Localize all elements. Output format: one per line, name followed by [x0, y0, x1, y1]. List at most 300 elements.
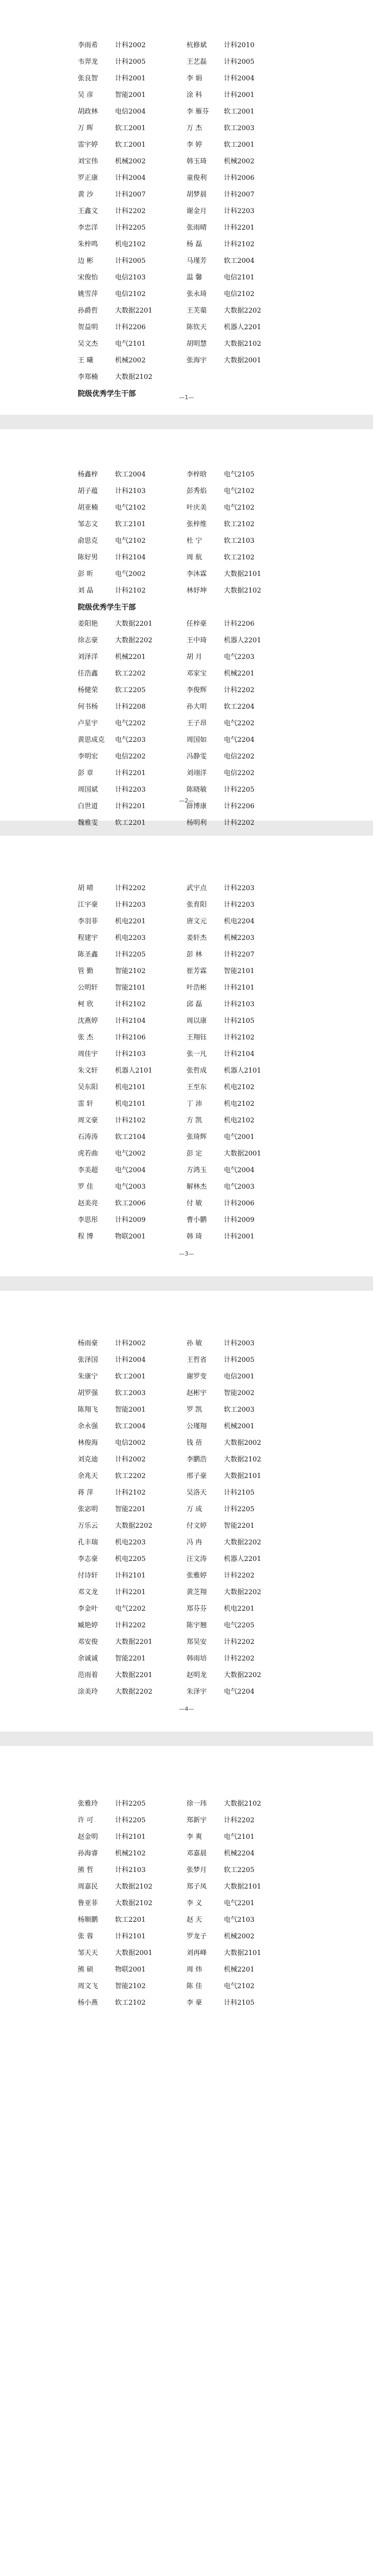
- class-name: 机械2002: [224, 158, 255, 165]
- student-entry: [78, 1829, 187, 1846]
- list-row: [78, 996, 295, 1013]
- student-entry: [187, 1812, 295, 1829]
- student-name: 罗正康: [78, 174, 98, 182]
- class-name: 机械2203: [224, 934, 255, 942]
- student-name: 张海宇: [187, 357, 207, 364]
- list-row: [78, 1912, 295, 1929]
- page-number: —1—: [179, 394, 194, 401]
- list-row: [78, 1995, 295, 2011]
- student-name: 彭秀焰: [187, 487, 207, 495]
- student-name: 李郑楠: [78, 373, 98, 381]
- student-entry: [78, 153, 187, 170]
- student-entry: [187, 947, 295, 963]
- student-name: 姜阳艳: [78, 620, 98, 628]
- student-name: 鲁亚菲: [78, 1899, 98, 1907]
- student-entry: [78, 1634, 187, 1651]
- student-name: 曹小鹏: [187, 1216, 207, 1224]
- student-name: 何书杨: [78, 703, 98, 711]
- student-entry: [78, 467, 187, 483]
- class-name: 智能2201: [115, 1655, 146, 1663]
- class-name: 计科2105: [224, 1999, 255, 2007]
- class-name: 大数据2201: [115, 1671, 153, 1679]
- student-name: 白世道: [78, 803, 98, 810]
- student-name: 万 成: [187, 1505, 203, 1513]
- class-name: 计科2001: [224, 91, 255, 99]
- student-entry: [78, 1978, 187, 1995]
- student-name: 周文豪: [78, 1117, 98, 1124]
- class-name: 电气2102: [224, 1982, 255, 1990]
- student-entry: [78, 303, 187, 319]
- list-row: [78, 1978, 295, 1995]
- student-name: 柯 欣: [78, 1001, 94, 1008]
- student-entry: [78, 1013, 187, 1030]
- class-name: 机电2101: [115, 1083, 146, 1091]
- student-entry: [78, 749, 187, 765]
- list-row: [78, 649, 295, 666]
- class-name: 软工2001: [115, 141, 146, 149]
- list-row: [78, 782, 295, 798]
- list-row: [78, 500, 295, 516]
- student-name: 王鑫文: [78, 207, 98, 215]
- student-name: 雷 轩: [78, 1100, 94, 1108]
- class-name: 智能2102: [115, 1982, 146, 1990]
- student-entry: [78, 632, 187, 649]
- student-entry: [187, 715, 295, 732]
- student-name: 王哲省: [187, 1356, 207, 1364]
- list-row: [78, 1568, 295, 1584]
- class-name: 软工2205: [224, 1866, 255, 1874]
- student-name: 李羽菲: [78, 918, 98, 925]
- class-name: 大数据2102: [224, 340, 262, 348]
- student-name: 冯 冉: [187, 1539, 203, 1546]
- student-entry: [187, 54, 295, 71]
- student-name: 杨雨豪: [78, 1340, 98, 1347]
- student-name: 李金叶: [78, 1605, 98, 1613]
- list-row: [78, 765, 295, 782]
- list-row: [78, 1195, 295, 1212]
- student-entry: [78, 583, 187, 599]
- student-name: 陈圣鑫: [78, 951, 98, 959]
- page-content: [78, 880, 295, 1245]
- class-name: 计科2004: [115, 1356, 146, 1364]
- list-row: [78, 137, 295, 153]
- list-row: [78, 963, 295, 980]
- class-name: 智能2001: [115, 1406, 146, 1414]
- class-name: 计科2203: [224, 884, 255, 892]
- student-name: 雷宇婷: [78, 141, 98, 149]
- class-name: 计科2202: [224, 1572, 255, 1580]
- student-name: 丁 沛: [187, 1100, 203, 1108]
- class-name: 电气2205: [224, 1622, 255, 1629]
- student-name: 韩雨培: [187, 1655, 207, 1663]
- student-entry: [78, 1485, 187, 1501]
- student-name: 宋俊怡: [78, 274, 98, 281]
- class-name: 计科2006: [224, 1200, 255, 1207]
- student-entry: [187, 550, 295, 566]
- class-name: 大数据2102: [115, 1883, 153, 1891]
- student-entry: [187, 104, 295, 120]
- student-entry: [187, 930, 295, 947]
- student-name: 李鹏浩: [187, 1456, 207, 1463]
- student-entry: [78, 353, 187, 369]
- student-entry: [187, 1468, 295, 1485]
- student-name: 边 彬: [78, 257, 94, 265]
- class-name: 机电2102: [115, 241, 146, 248]
- list-row: [78, 583, 295, 599]
- class-name: 计科2206: [224, 620, 255, 628]
- list-row: [78, 749, 295, 765]
- student-name: 张良智: [78, 75, 98, 82]
- student-entry: [78, 616, 187, 632]
- class-name: 机械2002: [115, 158, 146, 165]
- student-name: 李美超: [78, 1166, 98, 1174]
- class-name: 大数据2202: [224, 307, 262, 315]
- class-name: 电气2204: [224, 736, 255, 744]
- student-entry: [78, 336, 187, 353]
- class-name: 计科2105: [224, 1489, 255, 1497]
- list-row: [78, 253, 295, 270]
- student-name: 魏雅雯: [78, 819, 98, 827]
- list-row: [78, 715, 295, 732]
- student-name: 李 豪: [187, 1999, 203, 2007]
- list-row: [78, 550, 295, 566]
- class-name: 大数据2001: [224, 357, 262, 364]
- student-name: 程 博: [78, 1233, 94, 1241]
- class-name: 机器人2201: [224, 323, 262, 331]
- student-entry: [78, 947, 187, 963]
- class-name: 软工2201: [115, 1916, 146, 1924]
- class-name: 计科2205: [224, 786, 255, 794]
- class-name: 大数据2102: [224, 1800, 262, 1808]
- class-name: 计科2101: [224, 984, 255, 992]
- student-name: 王艺磊: [187, 58, 207, 66]
- student-entry: [78, 1518, 187, 1535]
- class-name: 物联2001: [115, 1966, 146, 1974]
- student-entry: [78, 782, 187, 798]
- student-entry: [78, 715, 187, 732]
- student-name: 贺益明: [78, 323, 98, 331]
- page: [0, 1746, 373, 2576]
- student-name: 余兆天: [78, 1472, 98, 1480]
- student-name: 彭 定: [187, 1150, 203, 1158]
- class-name: 计科2005: [224, 1356, 255, 1364]
- class-name: 计科2009: [115, 1216, 146, 1224]
- student-name: 叶浩彬: [187, 984, 207, 992]
- student-name: 邢子豪: [187, 1472, 207, 1480]
- class-name: 计科2103: [115, 1050, 146, 1058]
- page: [0, 429, 373, 827]
- student-entry: [187, 1402, 295, 1418]
- page-number: —3—: [179, 1250, 194, 1257]
- class-name: 计科2102: [115, 587, 146, 595]
- student-name: 冯静雯: [187, 753, 207, 761]
- student-entry: [78, 1195, 187, 1212]
- student-name: 付文婷: [187, 1522, 207, 1530]
- student-name: 王 曦: [78, 357, 94, 364]
- class-name: 软工2103: [224, 537, 255, 545]
- class-name: 电信2001: [224, 1373, 255, 1381]
- class-name: 计科2002: [115, 1340, 146, 1347]
- student-entry: [187, 649, 295, 666]
- list-row: [78, 1030, 295, 1046]
- class-name: 机械2102: [115, 1850, 146, 1857]
- class-name: 计科2201: [115, 769, 146, 777]
- student-entry: [187, 1179, 295, 1195]
- student-entry: [78, 1667, 187, 1684]
- student-name: 韩玉琦: [187, 158, 207, 165]
- student-name: 孔丰瑞: [78, 1539, 98, 1546]
- class-name: 电气2002: [115, 570, 146, 578]
- class-name: 计科2203: [224, 901, 255, 909]
- student-entry: [78, 550, 187, 566]
- student-name: 万乐云: [78, 1522, 98, 1530]
- class-name: 电信2101: [224, 274, 255, 281]
- student-name: 杨健荣: [78, 686, 98, 694]
- student-name: 胡梦晨: [187, 191, 207, 199]
- list-row: [78, 1651, 295, 1667]
- student-entry: [78, 1895, 187, 1912]
- class-name: 计科2104: [115, 1017, 146, 1025]
- student-name: 胡亚楠: [78, 504, 98, 512]
- class-name: 大数据2202: [115, 637, 153, 644]
- student-entry: [187, 566, 295, 583]
- list-row: [78, 516, 295, 533]
- list-row: [78, 1962, 295, 1978]
- list-row: [78, 616, 295, 632]
- student-entry: [187, 153, 295, 170]
- student-entry: [78, 54, 187, 71]
- class-name: 计科2106: [115, 1034, 146, 1041]
- section-heading: 院级优秀学生干部: [78, 603, 136, 612]
- student-entry: [187, 1667, 295, 1684]
- class-name: 机电2203: [115, 1539, 146, 1546]
- student-name: 郑子凤: [187, 1883, 207, 1891]
- student-name: 刘再峰: [187, 1949, 207, 1957]
- student-name: 周佳宇: [78, 1050, 98, 1058]
- class-name: 软工2004: [115, 1423, 146, 1430]
- student-entry: [78, 137, 187, 153]
- list-row: [78, 170, 295, 187]
- student-entry: [187, 1046, 295, 1063]
- student-name: 张梓维: [187, 520, 207, 528]
- class-name: 机械2204: [224, 1850, 255, 1857]
- class-name: 机电2201: [224, 1605, 255, 1613]
- class-name: 机器人2201: [224, 637, 262, 644]
- student-name: 韦羿龙: [78, 58, 98, 66]
- class-name: 电气2202: [115, 720, 146, 727]
- class-name: 计科2207: [224, 951, 255, 959]
- list-row: [78, 632, 295, 649]
- class-name: 电气2202: [224, 720, 255, 727]
- class-name: 大数据2001: [115, 1949, 153, 1957]
- class-name: 软工2003: [224, 1406, 255, 1414]
- student-entry: [187, 1895, 295, 1912]
- student-name: 叶庆美: [187, 504, 207, 512]
- class-name: 计科2101: [115, 1572, 146, 1580]
- student-entry: [78, 682, 187, 699]
- student-entry: [187, 1096, 295, 1113]
- student-entry: [78, 1030, 187, 1046]
- student-entry: [78, 1369, 187, 1385]
- class-name: 智能2102: [115, 967, 146, 975]
- class-name: 计科2101: [115, 1833, 146, 1841]
- list-row: [78, 913, 295, 930]
- list-row: [78, 732, 295, 749]
- student-entry: [187, 1335, 295, 1352]
- list-row: [78, 1862, 295, 1879]
- student-name: 邓家宝: [187, 670, 207, 678]
- list-row: [78, 120, 295, 137]
- student-name: 管 勤: [78, 967, 94, 975]
- class-name: 计科2101: [115, 1933, 146, 1940]
- student-name: 沈燕婷: [78, 1017, 98, 1025]
- class-name: 大数据2202: [115, 1688, 153, 1696]
- student-name: 张一凡: [187, 1050, 207, 1058]
- class-name: 计科2202: [115, 207, 146, 215]
- class-name: 智能2201: [224, 1522, 255, 1530]
- student-entry: [187, 815, 295, 832]
- student-name: 万 晖: [78, 124, 94, 132]
- student-entry: [187, 1229, 295, 1245]
- student-name: 黄芝翔: [187, 1588, 207, 1596]
- student-name: 张哲成: [187, 1067, 207, 1075]
- student-entry: [78, 120, 187, 137]
- list-row: [78, 880, 295, 897]
- student-name: 杜 宁: [187, 537, 203, 545]
- student-name: 李梓晗: [187, 471, 207, 478]
- student-entry: [187, 1385, 295, 1402]
- student-name: 罗龙子: [187, 1933, 207, 1940]
- student-name: 陈好男: [78, 554, 98, 561]
- student-entry: [187, 220, 295, 236]
- student-name: 薛博康: [187, 803, 207, 810]
- list-row: [78, 897, 295, 913]
- student-entry: [187, 336, 295, 353]
- student-entry: [187, 533, 295, 550]
- class-name: 电信2102: [224, 290, 255, 298]
- class-name: 智能2101: [224, 967, 255, 975]
- student-entry: [78, 880, 187, 897]
- list-row: [78, 1402, 295, 1418]
- student-entry: [187, 1501, 295, 1518]
- student-name: 涂 科: [187, 91, 203, 99]
- class-name: 计科2205: [115, 1800, 146, 1808]
- student-entry: [187, 1846, 295, 1862]
- class-name: 电气2101: [224, 1833, 255, 1841]
- student-name: 程建宇: [78, 934, 98, 942]
- list-row: [78, 467, 295, 483]
- student-entry: [78, 1418, 187, 1435]
- student-entry: [187, 203, 295, 220]
- student-name: 赵 天: [187, 1916, 203, 1924]
- student-name: 郑昊安: [187, 1638, 207, 1646]
- class-name: 大数据2202: [224, 1671, 262, 1679]
- student-name: 姜轩杰: [187, 934, 207, 942]
- list-row: [78, 1229, 295, 1245]
- class-name: 大数据2202: [224, 1588, 262, 1596]
- student-entry: [78, 37, 187, 54]
- class-name: 计科2202: [115, 1622, 146, 1629]
- list-row: [78, 1369, 295, 1385]
- student-name: 胡政林: [78, 108, 98, 116]
- student-name: 公明轩: [78, 984, 98, 992]
- student-entry: [187, 1079, 295, 1096]
- student-entry: [187, 1435, 295, 1452]
- class-name: 电气2102: [224, 487, 255, 495]
- student-entry: [187, 666, 295, 682]
- student-entry: [187, 71, 295, 87]
- student-entry: [187, 253, 295, 270]
- student-name: 李忠洋: [78, 224, 98, 232]
- list-row: [78, 1601, 295, 1617]
- student-name: 吴文杰: [78, 340, 98, 348]
- student-entry: [78, 1912, 187, 1929]
- class-name: 计科2001: [115, 75, 146, 82]
- student-entry: [78, 1501, 187, 1518]
- student-name: 任梓豪: [187, 620, 207, 628]
- student-entry: [187, 980, 295, 996]
- student-entry: [78, 1352, 187, 1369]
- class-name: 电信2202: [224, 753, 255, 761]
- student-name: 涂美玲: [78, 1688, 98, 1696]
- list-row: [78, 980, 295, 996]
- student-name: 赵明龙: [187, 1671, 207, 1679]
- student-entry: [78, 483, 187, 500]
- student-name: 蒋 萍: [78, 1489, 94, 1497]
- student-name: 张育阳: [187, 901, 207, 909]
- class-name: 计科2203: [115, 786, 146, 794]
- class-name: 电信2202: [224, 769, 255, 777]
- student-name: 童俊利: [187, 174, 207, 182]
- class-name: 电气2001: [224, 1133, 255, 1141]
- list-row: [78, 1895, 295, 1912]
- class-name: 计科2102: [115, 1489, 146, 1497]
- student-name: 马瑾芳: [187, 257, 207, 265]
- student-name: 胡明慧: [187, 340, 207, 348]
- student-entry: [78, 1435, 187, 1452]
- student-name: 朱康宁: [78, 1373, 98, 1381]
- class-name: 计科2205: [115, 951, 146, 959]
- class-name: 机电2205: [115, 1555, 146, 1563]
- list-row: [78, 1518, 295, 1535]
- class-name: 大数据2101: [224, 1883, 262, 1891]
- student-entry: [78, 1335, 187, 1352]
- list-row: [78, 336, 295, 353]
- student-name: 郑芬芬: [187, 1605, 207, 1613]
- class-name: 软工2001: [224, 141, 255, 149]
- student-entry: [187, 1962, 295, 1978]
- class-name: 大数据2102: [115, 1899, 153, 1907]
- class-name: 计科2203: [224, 207, 255, 215]
- class-name: 电气2204: [224, 1688, 255, 1696]
- class-name: 机械2201: [224, 670, 255, 678]
- student-name: 崔芳霖: [187, 967, 207, 975]
- class-name: 电气2102: [224, 504, 255, 512]
- class-name: 软工2205: [115, 686, 146, 694]
- student-entry: [187, 1369, 295, 1385]
- class-name: 电气2003: [224, 1183, 255, 1191]
- section-heading: 院级优秀学生干部: [78, 390, 136, 398]
- list-row: [78, 303, 295, 319]
- student-name: 李 爽: [187, 1833, 203, 1841]
- student-name: 黄思成克: [78, 736, 105, 744]
- student-name: 李雨希: [78, 41, 98, 49]
- list-row: [78, 286, 295, 303]
- student-name: 林俊海: [78, 1439, 98, 1447]
- student-name: 方 凯: [187, 1117, 203, 1124]
- student-entry: [187, 1418, 295, 1435]
- student-entry: [78, 930, 187, 947]
